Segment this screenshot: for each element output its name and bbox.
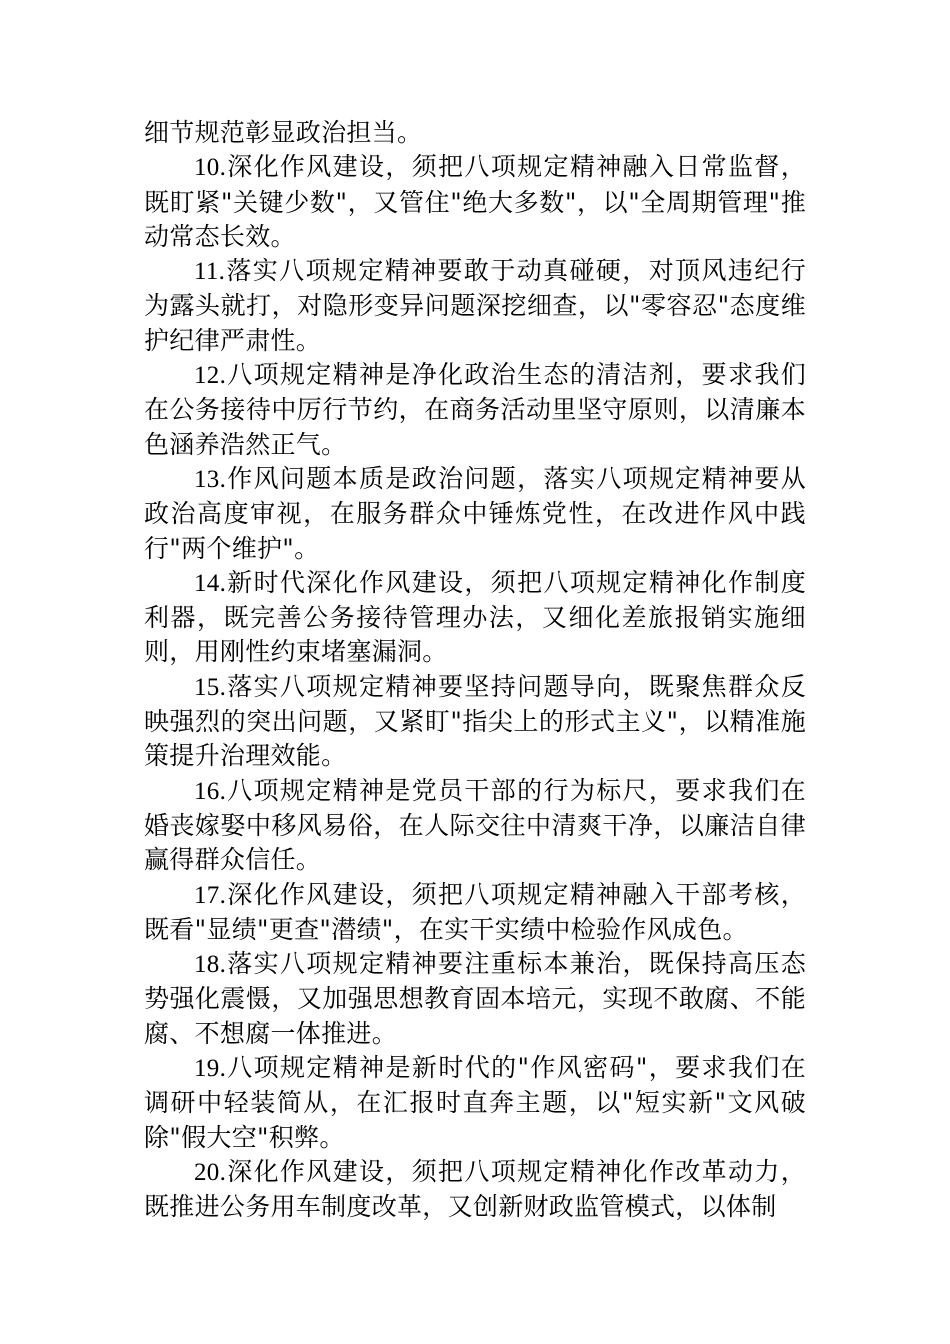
paragraph-13 bbox=[144, 462, 806, 566]
paragraph-number: 11. bbox=[194, 258, 226, 286]
document-body bbox=[144, 116, 806, 1225]
paragraph-20 bbox=[144, 1155, 806, 1225]
paragraph-10 bbox=[144, 150, 806, 254]
paragraph-19 bbox=[144, 1051, 806, 1155]
paragraph-number: 20. bbox=[194, 1158, 227, 1186]
paragraph-number: 19. bbox=[194, 1055, 227, 1083]
paragraph-number: 16. bbox=[194, 777, 227, 805]
paragraph-text: 作风问题本质是政治问题，落实八项规定精神要从政治高度审视，在服务群众中锤炼党性，在改进作风中践行"两个维护"。 bbox=[144, 463, 806, 563]
paragraph-text: 深化作风建设，须把八项规定精神融入日常监督，既盯紧"关键少数"，又管住"绝大多数"，以"全周期管理"推动常态长效。 bbox=[144, 152, 806, 251]
paragraph-text: 落实八项规定精神要注重标本兼治，既保持高压态势强化震慑，又加强思想教育固本培元，实现不敢腐、不能腐、不想腐一体推进。 bbox=[144, 949, 806, 1048]
paragraph-text: 深化作风建设，须把八项规定精神融入干部考核，既看"显绩"更查"潜绩"，在实干实绩中检验作风成色。 bbox=[144, 879, 806, 944]
paragraph-11 bbox=[144, 254, 806, 358]
paragraph-text: 细节规范彰显政治担当。 bbox=[144, 118, 423, 147]
paragraph-number: 15. bbox=[194, 673, 227, 701]
paragraph-text: 落实八项规定精神要坚持问题导向，既聚焦群众反映强烈的突出问题，又紧盯"指尖上的形式主义"，以精准施策提升治理效能。 bbox=[144, 671, 806, 771]
paragraph-number: 14. bbox=[194, 569, 227, 597]
paragraph-text: 八项规定精神是新时代的"作风密码"，要求我们在调研中轻装简从，在汇报时直奔主题，以"短实新"文风破除"假大空"积弊。 bbox=[144, 1053, 806, 1152]
paragraph-number: 10. bbox=[194, 154, 227, 182]
paragraph-17 bbox=[144, 878, 806, 948]
paragraph-15 bbox=[144, 670, 806, 774]
paragraph-continuation bbox=[144, 116, 806, 150]
paragraph-12 bbox=[144, 358, 806, 462]
paragraph-text: 八项规定精神是党员干部的行为标尺，要求我们在婚丧嫁娶中移风易俗，在人际交往中清爽干净，以廉洁自律赢得群众信任。 bbox=[144, 775, 806, 875]
paragraph-14 bbox=[144, 566, 806, 670]
paragraph-18 bbox=[144, 947, 806, 1051]
paragraph-text: 深化作风建设，须把八项规定精神化作改革动力，既推进公务用车制度改革，又创新财政监管模式，以体制 bbox=[144, 1156, 806, 1222]
paragraph-number: 18. bbox=[194, 951, 227, 979]
paragraph-text: 新时代深化作风建设，须把八项规定精神化作制度利器，既完善公务接待管理办法，又细化差旅报销实施细则，用刚性约束堵塞漏洞。 bbox=[144, 567, 806, 667]
paragraph-number: 12. bbox=[194, 362, 227, 390]
paragraph-text: 落实八项规定精神要敢于动真碰硬，对顶风违纪行为露头就打，对隐形变异问题深挖细查，以"零容忍"态度维护纪律严肃性。 bbox=[144, 256, 806, 355]
paragraph-number: 17. bbox=[194, 881, 227, 909]
paragraph-number: 13. bbox=[194, 465, 227, 493]
paragraph-16 bbox=[144, 774, 806, 878]
paragraph-text: 八项规定精神是净化政治生态的清洁剂，要求我们在公务接待中厉行节约，在商务活动里坚守原则，以清廉本色涵养浩然正气。 bbox=[144, 360, 806, 459]
